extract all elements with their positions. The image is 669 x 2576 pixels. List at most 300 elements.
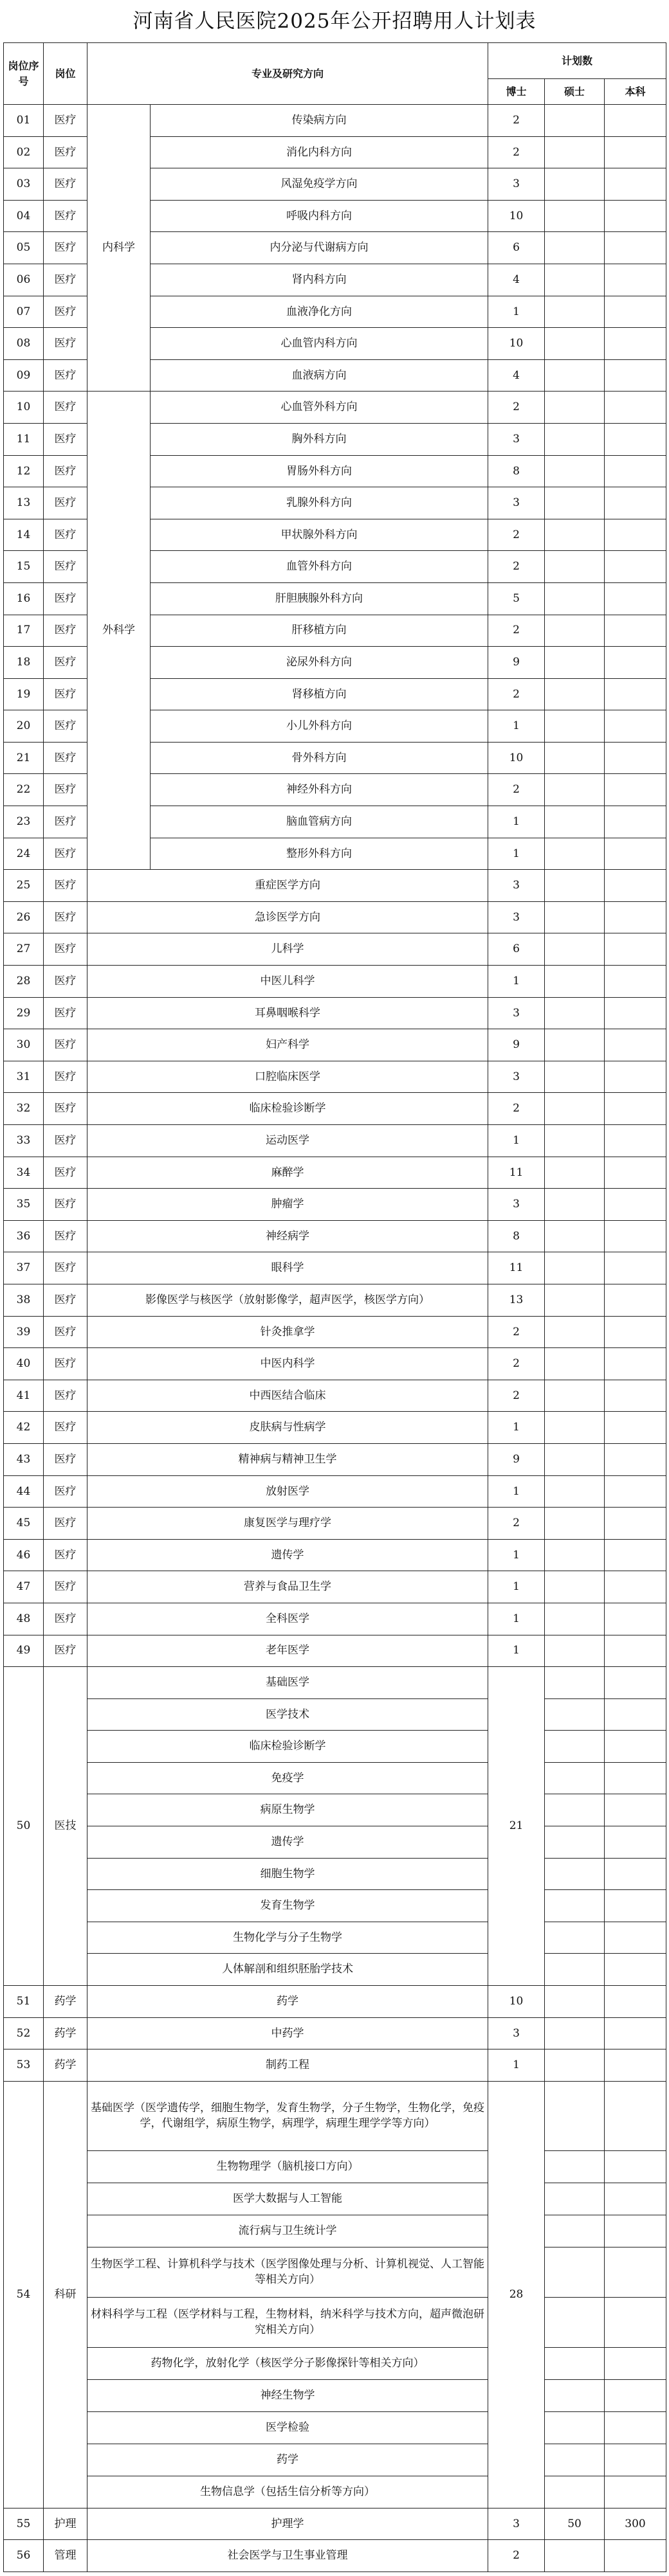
header-seq: 岗位序号 bbox=[4, 43, 44, 105]
post-type: 医疗 bbox=[44, 392, 87, 424]
count-bachelor bbox=[605, 1157, 666, 1189]
table-row bbox=[4, 1858, 666, 1890]
count-bachelor bbox=[605, 168, 666, 201]
count-bachelor bbox=[605, 678, 666, 710]
post-type: 医疗 bbox=[44, 1061, 87, 1093]
row-number: 06 bbox=[4, 264, 44, 296]
count-master bbox=[545, 678, 605, 710]
count-master bbox=[545, 1284, 605, 1316]
count-phd: 3 bbox=[488, 901, 545, 933]
major-direction: 临床检验诊断学 bbox=[87, 1093, 488, 1125]
count-master bbox=[545, 1189, 605, 1221]
major-direction: 骨外科方向 bbox=[151, 742, 488, 774]
row-number: 29 bbox=[4, 997, 44, 1029]
count-bachelor bbox=[605, 1380, 666, 1412]
count-phd: 9 bbox=[488, 1443, 545, 1475]
row-number: 50 bbox=[4, 1667, 44, 1986]
group-label: 内科学 bbox=[87, 105, 151, 392]
major-direction: 社会医学与卫生事业管理 bbox=[87, 2540, 488, 2572]
count-master bbox=[545, 1635, 605, 1667]
count-phd: 2 bbox=[488, 774, 545, 806]
row-number: 42 bbox=[4, 1412, 44, 1444]
row-number: 45 bbox=[4, 1508, 44, 1540]
post-type: 医疗 bbox=[44, 870, 87, 902]
post-type: 医疗 bbox=[44, 1189, 87, 1221]
post-type: 医疗 bbox=[44, 806, 87, 838]
count-phd: 2 bbox=[488, 1348, 545, 1380]
header-major: 专业及研究方向 bbox=[87, 43, 488, 105]
row-number: 04 bbox=[4, 200, 44, 232]
major-direction: 免疫学 bbox=[87, 1762, 488, 1794]
count-phd: 3 bbox=[488, 487, 545, 519]
major-direction: 营养与食品卫生学 bbox=[87, 1571, 488, 1603]
row-number: 17 bbox=[4, 615, 44, 647]
count-master bbox=[545, 168, 605, 201]
count-phd: 3 bbox=[488, 997, 545, 1029]
post-type: 药学 bbox=[44, 2017, 87, 2049]
major-direction: 妇产科学 bbox=[87, 1029, 488, 1061]
post-type: 医疗 bbox=[44, 933, 87, 966]
count-phd: 1 bbox=[488, 806, 545, 838]
count-bachelor bbox=[605, 392, 666, 424]
post-type: 医疗 bbox=[44, 1443, 87, 1475]
count-master bbox=[545, 1731, 605, 1763]
row-number: 46 bbox=[4, 1539, 44, 1571]
post-type: 医疗 bbox=[44, 1157, 87, 1189]
count-master bbox=[545, 1667, 605, 1699]
post-type: 医疗 bbox=[44, 296, 87, 328]
recruitment-plan-table bbox=[3, 42, 666, 2572]
major-direction: 甲状腺外科方向 bbox=[151, 519, 488, 551]
table-row bbox=[4, 105, 666, 137]
post-type: 医疗 bbox=[44, 136, 87, 168]
row-number: 52 bbox=[4, 2017, 44, 2049]
row-number: 13 bbox=[4, 487, 44, 519]
count-bachelor bbox=[605, 933, 666, 966]
post-type: 医疗 bbox=[44, 487, 87, 519]
row-number: 43 bbox=[4, 1443, 44, 1475]
count-bachelor bbox=[605, 2150, 666, 2183]
major-direction: 神经病学 bbox=[87, 1220, 488, 1252]
post-type: 医疗 bbox=[44, 615, 87, 647]
major-direction: 呼吸内科方向 bbox=[151, 200, 488, 232]
count-master bbox=[545, 551, 605, 583]
table-row bbox=[4, 1508, 666, 1540]
count-bachelor bbox=[605, 2247, 666, 2297]
major-direction: 病原生物学 bbox=[87, 1794, 488, 1826]
row-number: 09 bbox=[4, 359, 44, 392]
table-row bbox=[4, 2081, 666, 2150]
count-bachelor bbox=[605, 232, 666, 264]
count-master bbox=[545, 1380, 605, 1412]
count-bachelor bbox=[605, 519, 666, 551]
major-direction: 口腔临床医学 bbox=[87, 1061, 488, 1093]
count-master bbox=[545, 1093, 605, 1125]
post-type: 医疗 bbox=[44, 551, 87, 583]
count-phd: 6 bbox=[488, 232, 545, 264]
count-master bbox=[545, 997, 605, 1029]
count-bachelor bbox=[605, 2049, 666, 2082]
table-row bbox=[4, 1762, 666, 1794]
post-type: 医疗 bbox=[44, 774, 87, 806]
count-master bbox=[545, 1922, 605, 1954]
table-row bbox=[4, 1029, 666, 1061]
count-phd: 1 bbox=[488, 1571, 545, 1603]
row-number: 11 bbox=[4, 423, 44, 455]
count-master bbox=[545, 455, 605, 487]
count-master bbox=[545, 710, 605, 743]
table-row bbox=[4, 2347, 666, 2379]
count-master bbox=[545, 1539, 605, 1571]
row-number: 39 bbox=[4, 1316, 44, 1348]
count-bachelor bbox=[605, 997, 666, 1029]
post-type: 医疗 bbox=[44, 200, 87, 232]
count-phd: 6 bbox=[488, 933, 545, 966]
row-number: 25 bbox=[4, 870, 44, 902]
count-phd: 8 bbox=[488, 1220, 545, 1252]
row-number: 51 bbox=[4, 1986, 44, 2018]
count-master bbox=[545, 2444, 605, 2476]
count-bachelor bbox=[605, 1412, 666, 1444]
count-master bbox=[545, 2476, 605, 2508]
row-number: 40 bbox=[4, 1348, 44, 1380]
major-direction: 消化内科方向 bbox=[151, 136, 488, 168]
count-phd: 3 bbox=[488, 1061, 545, 1093]
row-number: 47 bbox=[4, 1571, 44, 1603]
major-direction: 眼科学 bbox=[87, 1252, 488, 1284]
row-number: 30 bbox=[4, 1029, 44, 1061]
major-direction: 老年医学 bbox=[87, 1635, 488, 1667]
major-direction: 制药工程 bbox=[87, 2049, 488, 2082]
major-direction: 肝胆胰腺外科方向 bbox=[151, 582, 488, 615]
header-phd: 博士 bbox=[488, 79, 545, 105]
count-master bbox=[545, 2379, 605, 2411]
post-type: 医疗 bbox=[44, 1252, 87, 1284]
table-row bbox=[4, 933, 666, 966]
table-row bbox=[4, 2247, 666, 2297]
row-number: 21 bbox=[4, 742, 44, 774]
post-type: 医疗 bbox=[44, 455, 87, 487]
count-bachelor bbox=[605, 1571, 666, 1603]
count-master bbox=[545, 2215, 605, 2247]
count-bachelor bbox=[605, 1443, 666, 1475]
post-type: 医疗 bbox=[44, 264, 87, 296]
major-direction: 急诊医学方向 bbox=[87, 901, 488, 933]
count-phd: 11 bbox=[488, 1157, 545, 1189]
row-number: 03 bbox=[4, 168, 44, 201]
count-phd: 9 bbox=[488, 1029, 545, 1061]
count-phd: 2 bbox=[488, 2540, 545, 2572]
table-row bbox=[4, 1890, 666, 1922]
header-plan: 计划数 bbox=[488, 43, 666, 79]
table-row bbox=[4, 2379, 666, 2411]
major-direction: 基础医学 bbox=[87, 1667, 488, 1699]
post-type: 医疗 bbox=[44, 1029, 87, 1061]
row-number: 02 bbox=[4, 136, 44, 168]
post-type: 医技 bbox=[44, 1667, 87, 1986]
count-bachelor bbox=[605, 1125, 666, 1157]
count-phd: 3 bbox=[488, 168, 545, 201]
count-bachelor bbox=[605, 838, 666, 870]
row-number: 12 bbox=[4, 455, 44, 487]
row-number: 55 bbox=[4, 2508, 44, 2540]
row-number: 28 bbox=[4, 966, 44, 998]
row-number: 44 bbox=[4, 1475, 44, 1508]
count-phd: 4 bbox=[488, 359, 545, 392]
table-row bbox=[4, 1826, 666, 1859]
post-type: 医疗 bbox=[44, 1220, 87, 1252]
major-direction: 药学 bbox=[87, 1986, 488, 2018]
count-bachelor bbox=[605, 455, 666, 487]
post-type: 医疗 bbox=[44, 1125, 87, 1157]
post-type: 医疗 bbox=[44, 1380, 87, 1412]
count-bachelor bbox=[605, 136, 666, 168]
count-phd: 3 bbox=[488, 2017, 545, 2049]
count-phd: 11 bbox=[488, 1252, 545, 1284]
table-row bbox=[4, 1252, 666, 1284]
count-phd: 2 bbox=[488, 392, 545, 424]
count-phd: 1 bbox=[488, 1475, 545, 1508]
count-bachelor bbox=[605, 647, 666, 679]
count-master bbox=[545, 2347, 605, 2379]
count-bachelor bbox=[605, 1220, 666, 1252]
count-phd: 10 bbox=[488, 1986, 545, 2018]
count-phd: 1 bbox=[488, 966, 545, 998]
count-phd: 2 bbox=[488, 1508, 545, 1540]
major-direction: 神经外科方向 bbox=[151, 774, 488, 806]
count-phd: 2 bbox=[488, 105, 545, 137]
row-number: 31 bbox=[4, 1061, 44, 1093]
table-row bbox=[4, 1443, 666, 1475]
count-master bbox=[545, 2150, 605, 2183]
post-type: 医疗 bbox=[44, 1284, 87, 1316]
table-row bbox=[4, 1061, 666, 1093]
count-master bbox=[545, 392, 605, 424]
table-row bbox=[4, 1475, 666, 1508]
post-type: 科研 bbox=[44, 2081, 87, 2508]
major-direction: 小儿外科方向 bbox=[151, 710, 488, 743]
count-bachelor bbox=[605, 1189, 666, 1221]
count-bachelor bbox=[605, 1922, 666, 1954]
post-type: 医疗 bbox=[44, 232, 87, 264]
table-row bbox=[4, 1412, 666, 1444]
count-phd: 10 bbox=[488, 200, 545, 232]
major-direction: 针灸推拿学 bbox=[87, 1316, 488, 1348]
count-phd: 1 bbox=[488, 1125, 545, 1157]
count-bachelor bbox=[605, 2379, 666, 2411]
major-direction: 麻醉学 bbox=[87, 1157, 488, 1189]
count-master bbox=[545, 136, 605, 168]
count-master bbox=[545, 328, 605, 360]
table-row bbox=[4, 1189, 666, 1221]
table-row bbox=[4, 1316, 666, 1348]
count-phd: 2 bbox=[488, 136, 545, 168]
table-row bbox=[4, 1986, 666, 2018]
count-bachelor bbox=[605, 1093, 666, 1125]
row-number: 08 bbox=[4, 328, 44, 360]
post-type: 医疗 bbox=[44, 423, 87, 455]
count-phd: 5 bbox=[488, 582, 545, 615]
count-phd: 4 bbox=[488, 264, 545, 296]
count-bachelor bbox=[605, 359, 666, 392]
count-phd: 1 bbox=[488, 1412, 545, 1444]
count-master bbox=[545, 2540, 605, 2572]
major-direction: 耳鼻咽喉科学 bbox=[87, 997, 488, 1029]
count-master bbox=[545, 742, 605, 774]
count-bachelor bbox=[605, 423, 666, 455]
major-direction: 胸外科方向 bbox=[151, 423, 488, 455]
post-type: 医疗 bbox=[44, 1412, 87, 1444]
count-master bbox=[545, 2183, 605, 2215]
count-bachelor bbox=[605, 1986, 666, 2018]
table-row bbox=[4, 1922, 666, 1954]
table-row bbox=[4, 1093, 666, 1125]
post-type: 医疗 bbox=[44, 519, 87, 551]
count-phd: 2 bbox=[488, 1316, 545, 1348]
table-row bbox=[4, 1667, 666, 1699]
post-type: 医疗 bbox=[44, 359, 87, 392]
major-direction: 全科医学 bbox=[87, 1603, 488, 1635]
count-master bbox=[545, 1316, 605, 1348]
row-number: 35 bbox=[4, 1189, 44, 1221]
row-number: 56 bbox=[4, 2540, 44, 2572]
post-type: 医疗 bbox=[44, 1093, 87, 1125]
count-master bbox=[545, 423, 605, 455]
count-bachelor bbox=[605, 742, 666, 774]
count-bachelor bbox=[605, 1858, 666, 1890]
count-bachelor bbox=[605, 774, 666, 806]
table-row bbox=[4, 1731, 666, 1763]
table-row bbox=[4, 2476, 666, 2508]
count-master bbox=[545, 359, 605, 392]
major-direction: 泌尿外科方向 bbox=[151, 647, 488, 679]
count-master bbox=[545, 519, 605, 551]
major-direction: 肿瘤学 bbox=[87, 1189, 488, 1221]
row-number: 16 bbox=[4, 582, 44, 615]
major-direction: 肾移植方向 bbox=[151, 678, 488, 710]
major-direction: 生物医学工程、计算机科学与技术（医学图像处理与分析、计算机视觉、人工智能等相关方向） bbox=[87, 2247, 488, 2297]
table-row bbox=[4, 1635, 666, 1667]
count-bachelor bbox=[605, 105, 666, 137]
count-master bbox=[545, 1508, 605, 1540]
count-master bbox=[545, 647, 605, 679]
post-type: 医疗 bbox=[44, 328, 87, 360]
major-direction: 康复医学与理疗学 bbox=[87, 1508, 488, 1540]
count-master bbox=[545, 2017, 605, 2049]
count-bachelor bbox=[605, 2183, 666, 2215]
header-master: 硕士 bbox=[545, 79, 605, 105]
count-master bbox=[545, 1061, 605, 1093]
table-row bbox=[4, 1539, 666, 1571]
major-direction: 血液净化方向 bbox=[151, 296, 488, 328]
table-row bbox=[4, 1603, 666, 1635]
count-master bbox=[545, 901, 605, 933]
major-direction: 运动医学 bbox=[87, 1125, 488, 1157]
major-direction: 医学检验 bbox=[87, 2411, 488, 2444]
post-type: 医疗 bbox=[44, 678, 87, 710]
major-direction: 儿科学 bbox=[87, 933, 488, 966]
post-type: 医疗 bbox=[44, 647, 87, 679]
row-number: 01 bbox=[4, 105, 44, 137]
count-phd: 2 bbox=[488, 519, 545, 551]
row-number: 14 bbox=[4, 519, 44, 551]
count-master bbox=[545, 1252, 605, 1284]
major-direction: 材料科学与工程（医学材料与工程，生物材料，纳米科学与技术方向，超声微泡研究相关方向） bbox=[87, 2297, 488, 2347]
count-master bbox=[545, 2411, 605, 2444]
count-bachelor bbox=[605, 1731, 666, 1763]
post-type: 护理 bbox=[44, 2508, 87, 2540]
count-bachelor bbox=[605, 1762, 666, 1794]
table-row bbox=[4, 1125, 666, 1157]
table-row bbox=[4, 2540, 666, 2572]
count-master bbox=[545, 1029, 605, 1061]
row-number: 53 bbox=[4, 2049, 44, 2082]
count-phd: 1 bbox=[488, 838, 545, 870]
count-phd: 1 bbox=[488, 296, 545, 328]
row-number: 36 bbox=[4, 1220, 44, 1252]
count-master bbox=[545, 487, 605, 519]
count-phd: 2 bbox=[488, 551, 545, 583]
major-direction: 生物物理学（脑机接口方向） bbox=[87, 2150, 488, 2183]
row-number: 26 bbox=[4, 901, 44, 933]
table-row bbox=[4, 1954, 666, 1986]
count-bachelor bbox=[605, 1284, 666, 1316]
major-direction: 传染病方向 bbox=[151, 105, 488, 137]
count-phd: 2 bbox=[488, 1380, 545, 1412]
count-bachelor bbox=[605, 2411, 666, 2444]
count-phd: 1 bbox=[488, 1635, 545, 1667]
count-bachelor bbox=[605, 328, 666, 360]
post-type: 医疗 bbox=[44, 1603, 87, 1635]
count-bachelor bbox=[605, 2540, 666, 2572]
post-type: 医疗 bbox=[44, 1316, 87, 1348]
count-bachelor bbox=[605, 870, 666, 902]
major-direction: 重症医学方向 bbox=[87, 870, 488, 902]
table-row bbox=[4, 1348, 666, 1380]
table-row bbox=[4, 2049, 666, 2082]
major-direction: 影像医学与核医学（放射影像学，超声医学，核医学方向） bbox=[87, 1284, 488, 1316]
count-bachelor bbox=[605, 1316, 666, 1348]
count-master bbox=[545, 232, 605, 264]
table-row bbox=[4, 392, 666, 424]
count-phd: 3 bbox=[488, 1189, 545, 1221]
table-row bbox=[4, 2017, 666, 2049]
row-number: 48 bbox=[4, 1603, 44, 1635]
count-master bbox=[545, 1443, 605, 1475]
row-number: 33 bbox=[4, 1125, 44, 1157]
table-row bbox=[4, 2411, 666, 2444]
count-phd: 2 bbox=[488, 615, 545, 647]
table-row bbox=[4, 1220, 666, 1252]
major-direction: 皮肤病与性病学 bbox=[87, 1412, 488, 1444]
table-row bbox=[4, 1571, 666, 1603]
major-direction: 药学 bbox=[87, 2444, 488, 2476]
major-direction: 药物化学，放射化学（核医学分子影像探针等相关方向） bbox=[87, 2347, 488, 2379]
count-bachelor bbox=[605, 1508, 666, 1540]
post-type: 医疗 bbox=[44, 168, 87, 201]
table-row bbox=[4, 2297, 666, 2347]
count-master bbox=[545, 2049, 605, 2082]
count-bachelor bbox=[605, 2476, 666, 2508]
count-master bbox=[545, 1826, 605, 1859]
count-bachelor bbox=[605, 582, 666, 615]
count-master bbox=[545, 1603, 605, 1635]
table-row bbox=[4, 2150, 666, 2183]
row-number: 05 bbox=[4, 232, 44, 264]
count-bachelor bbox=[605, 296, 666, 328]
count-bachelor bbox=[605, 615, 666, 647]
table-row bbox=[4, 2508, 666, 2540]
